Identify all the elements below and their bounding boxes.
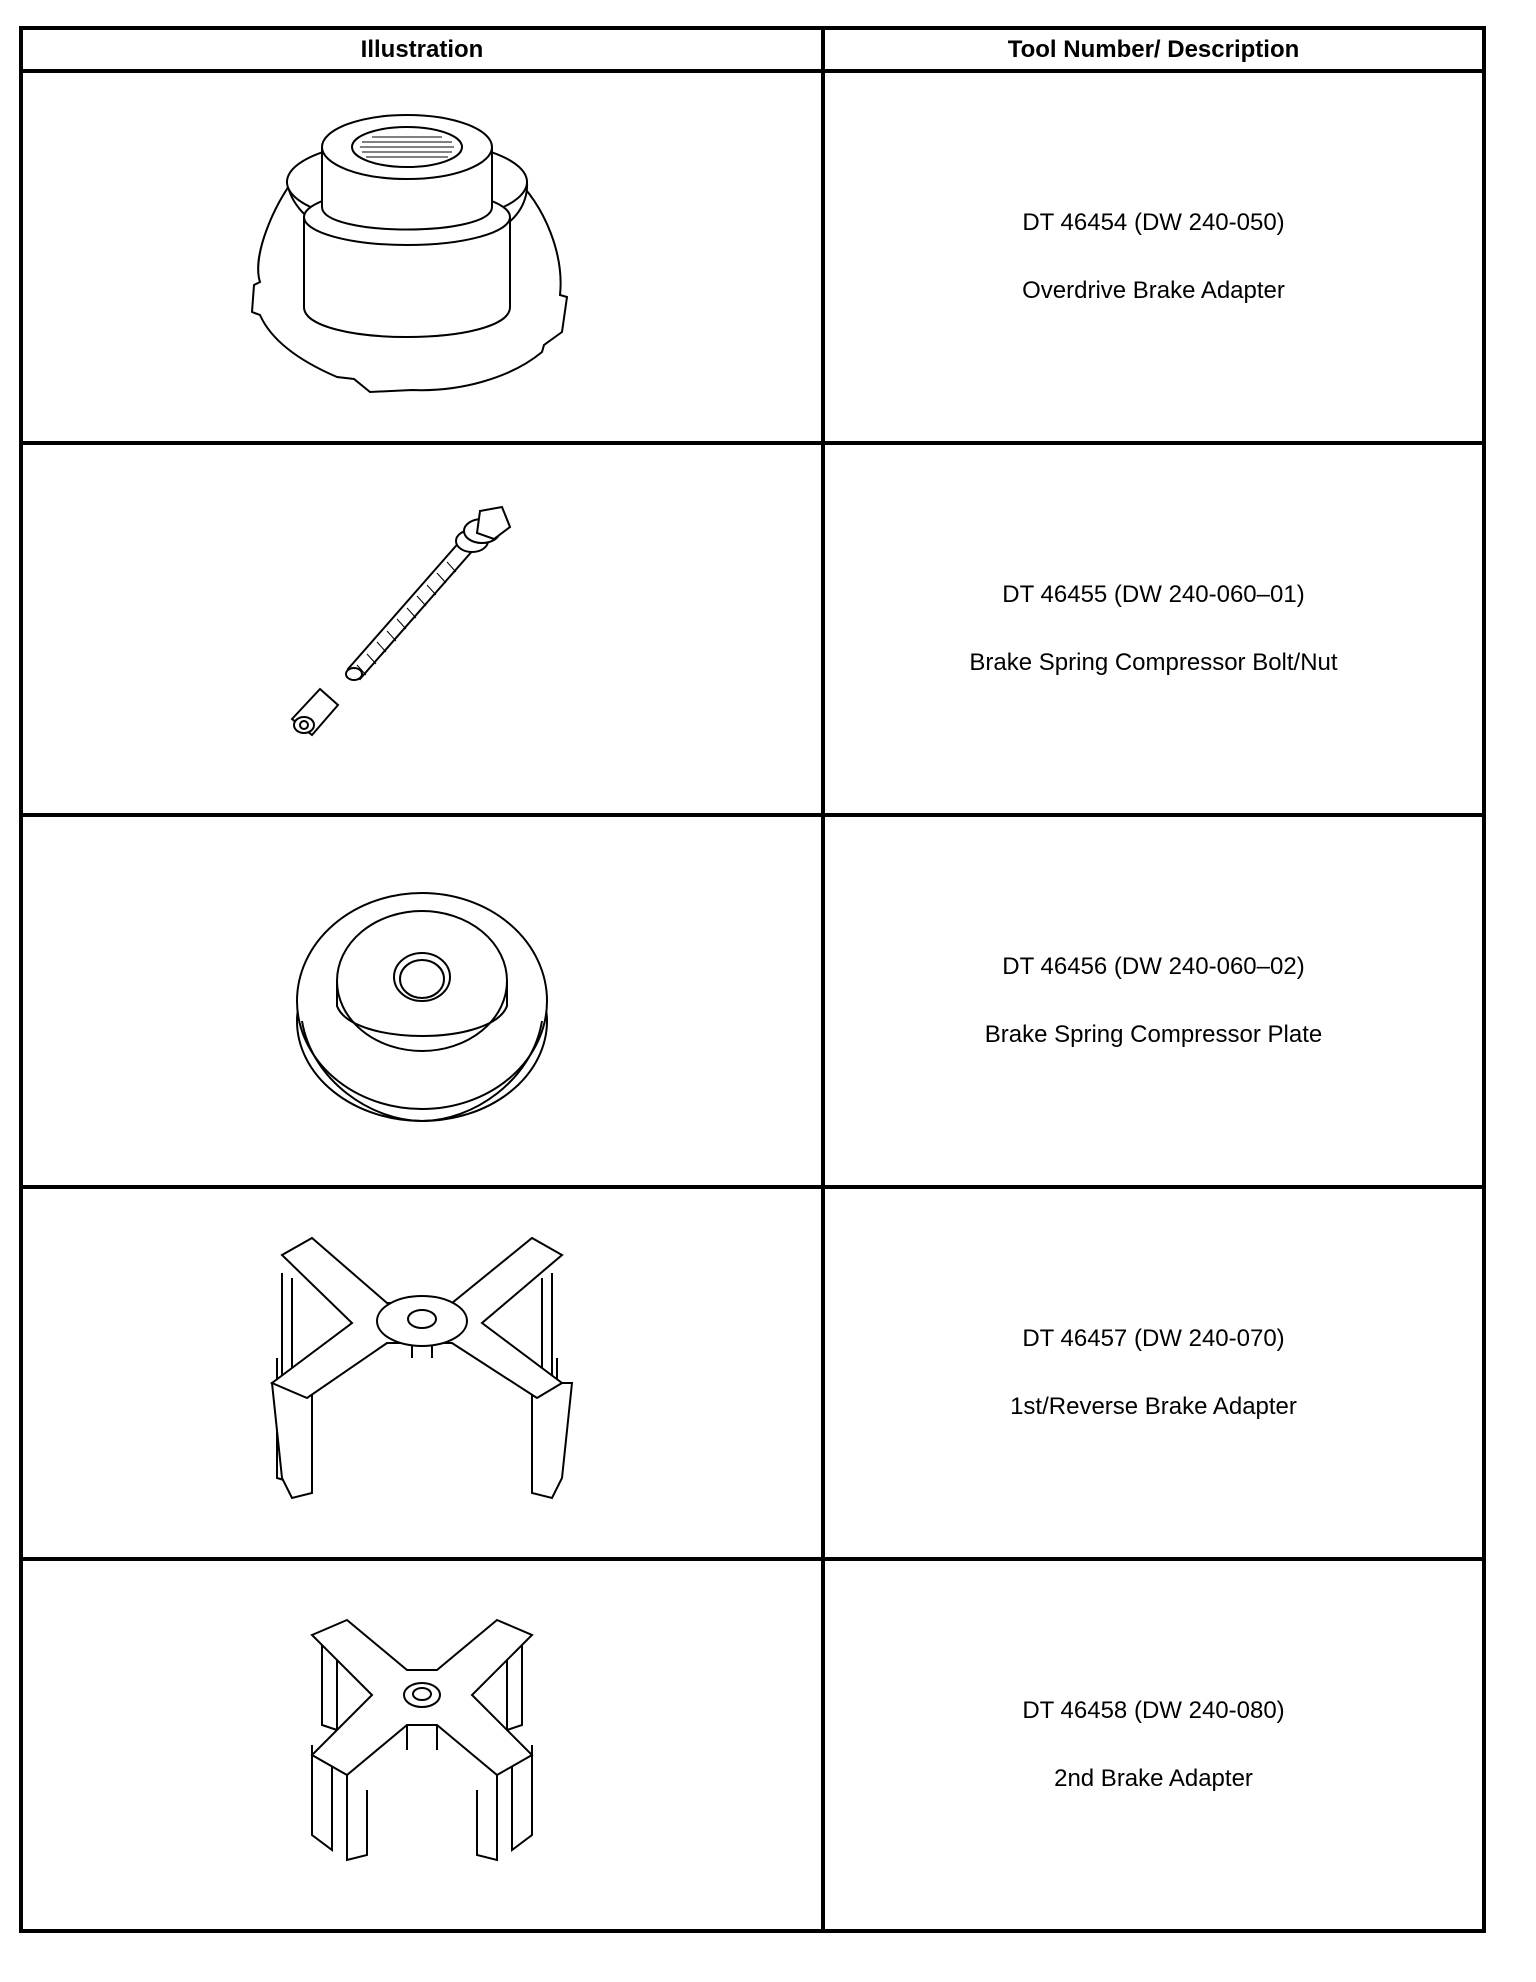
compressor-bolt-nut-icon [272,499,572,759]
tool-number: DT 46456 (DW 240-060–02) [1002,953,1305,980]
tool-description: 1st/Reverse Brake Adapter [1010,1393,1297,1420]
tool-number: DT 46454 (DW 240-050) [1022,209,1285,236]
table-row [21,815,1484,1187]
overdrive-brake-adapter-icon [242,107,602,407]
tool-number: DT 46455 (DW 240-060–01) [1002,581,1305,608]
tool-description: 2nd Brake Adapter [1054,1765,1253,1792]
tool-description: Brake Spring Compressor Plate [984,1021,1323,1048]
header-row [21,28,1484,71]
second-brake-adapter-icon [292,1615,552,1875]
illustration-cell [21,815,823,1187]
compressor-plate-icon [292,871,552,1131]
illustration-cell [21,443,823,815]
illustration-cell [21,71,823,443]
illustration-cell [21,1187,823,1559]
header-illustration: Illustration [21,28,823,71]
table-row [21,443,1484,815]
tool-number: DT 46458 (DW 240-080) [1022,1697,1285,1724]
description-cell [823,1559,1484,1931]
table-row [21,1559,1484,1931]
tool-table [19,26,1486,1933]
tool-description: Overdrive Brake Adapter [1022,277,1285,304]
tool-number: DT 46457 (DW 240-070) [1022,1325,1285,1352]
illustration-cell [21,1559,823,1931]
description-cell [823,443,1484,815]
tool-description: Brake Spring Compressor Bolt/Nut [969,649,1338,676]
description-cell [823,71,1484,443]
table-row [21,71,1484,443]
header-tool-number: Tool Number/ Description [823,28,1484,71]
description-cell [823,815,1484,1187]
description-cell [823,1187,1484,1559]
first-reverse-brake-adapter-icon [252,1233,592,1513]
table-row [21,1187,1484,1559]
